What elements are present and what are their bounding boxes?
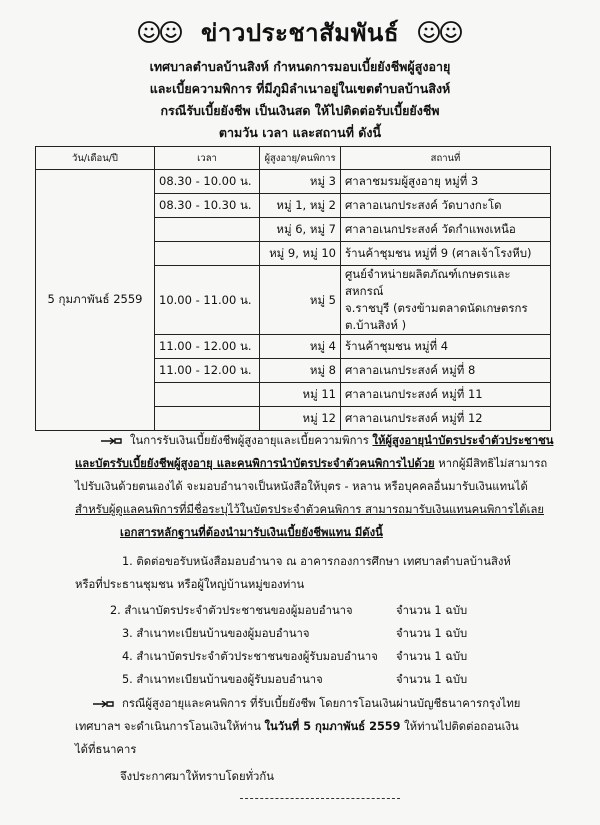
closing-dashed-rule (240, 798, 400, 799)
time-cell (155, 242, 260, 266)
table-row (36, 170, 551, 194)
para1-text-b: ให้ผู้สูงอายุนำบัตรประจำตัวประชาชน (372, 434, 554, 447)
heading-line-2: และเบี้ยความพิการ ที่มีภูมิลำเนาอยู่ในเขตตำบลบ้านสิงห์ (149, 81, 451, 96)
village-cell: หมู่ 12 (260, 407, 341, 431)
place-cell: ศาลาอเนกประสงค์ วัดบางกะโด (341, 194, 551, 218)
doc-item-4-qty: จำนวน 1 ฉบับ (396, 650, 468, 663)
para1-text-a: ในการรับเงินเบี้ยยังชีพผู้สูงอายุและเบี้ยความพิการ (130, 434, 369, 447)
para1-text-c: และบัตรรับเบี้ยยังชีพผู้สูงอายุ และคนพิการนำบัตรประจำตัวคนพิการไปด้วย (75, 457, 435, 470)
para2-line-1 (92, 693, 592, 715)
doc-item-2-qty: จำนวน 1 ฉบับ (396, 604, 468, 617)
header-time: เวลา (155, 147, 260, 170)
village-cell: หมู่ 1, หมู่ 2 (260, 194, 341, 218)
village-cell: หมู่ 6, หมู่ 7 (260, 218, 341, 242)
para1-line-2 (75, 453, 575, 475)
village-cell: หมู่ 9, หมู่ 10 (260, 242, 341, 266)
time-cell: 08.30 - 10.30 น. (155, 194, 260, 218)
doc-item-3: 3. สำเนาทะเบียนบ้านของผู้มอบอำนาจ (122, 627, 310, 640)
place-cell: ร้านค้าชุมชน หมู่ที่ 9 (ศาลเจ้าโรงหีบ) (341, 242, 551, 266)
time-cell (155, 383, 260, 407)
para1-line-3: ไปรับเงินด้วยตนเองได้ จะมอบอำนาจเป็นหนังสือให้บุตร - หลาน หรือบุคคลอื่นมารับเงินแทนได้ (75, 480, 528, 493)
doc-item-1-cont: หรือที่ประธานชุมชน หรือผู้ใหญ่บ้านหมู่ของท่าน (75, 578, 305, 591)
para1-line-1 (100, 430, 600, 452)
village-cell: หมู่ 3 (260, 170, 341, 194)
para1-line-4: สำหรับผู้ดูแลคนพิการที่มีชื่อระบุไว้ในบัตรประจำตัวคนพิการ สามารถมารับเงินแทนคนพิการได้เลย (75, 503, 544, 516)
doc-item-4: 4. สำเนาบัตรประจำตัวประชาชนของผู้รับมอบอำนาจ (122, 650, 378, 663)
heading-line-3: กรณีรับเบี้ยยังชีพ เป็นเงินสด ให้ไปติดต่อรับเบี้ยยังชีพ (160, 103, 440, 118)
place-cell (341, 266, 551, 335)
para2-text-c: ในวันที่ 5 กุมภาพันธ์ 2559 (264, 720, 401, 733)
place-cell: ศาลาชมรมผู้สูงอายุ หมู่ที่ 3 (341, 170, 551, 194)
place-cell: ศาลาอเนกประสงค์ หมู่ที่ 11 (341, 383, 551, 407)
header-place: สถานที่ (341, 147, 551, 170)
closing-line: จึงประกาศมาให้ทราบโดยทั่วกัน (120, 770, 274, 783)
time-cell (155, 218, 260, 242)
place-cell: ร้านค้าชุมชน หมู่ที่ 4 (341, 335, 551, 359)
place-cell: ศาลาอเนกประสงค์ หมู่ที่ 8 (341, 359, 551, 383)
header-village: ผู้สูงอายุ/คนพิการ (260, 147, 341, 170)
page-title: ข่าวประชาสัมพันธ์ (201, 18, 399, 47)
time-cell: 11.00 - 12.00 น. (155, 359, 260, 383)
heading-line-1: เทศบาลตำบลบ้านสิงห์ กำหนดการมอบเบี้ยยังชีพผู้สูงอายุ (149, 59, 451, 74)
header-date: วัน/เดือน/ปี (36, 147, 155, 170)
place-cell: ศาลาอเนกประสงค์ วัดกำแพงเหนือ (341, 218, 551, 242)
place-line-2: จ.ราชบุรี (ตรงข้ามตลาดนัดเกษตรกร ต.บ้านสิงห์ ) (345, 301, 528, 332)
table-header-row (36, 147, 551, 170)
doc-item-3-qty: จำนวน 1 ฉบับ (396, 627, 468, 640)
title-row (0, 12, 600, 52)
date-cell: 5 กุมภาพันธ์ 2559 (36, 170, 155, 431)
doc-item-5-qty: จำนวน 1 ฉบับ (396, 673, 468, 686)
time-cell (155, 407, 260, 431)
village-cell: หมู่ 8 (260, 359, 341, 383)
time-cell: 10.00 - 11.00 น. (155, 266, 260, 335)
para2-text-b: เทศบาลฯ จะดำเนินการโอนเงินให้ท่าน (75, 720, 261, 733)
smiley-pair-left-icon (137, 18, 183, 46)
village-cell: หมู่ 5 (260, 266, 341, 335)
heading-line-4: ตามวัน เวลา และสถานที่ ดังนี้ (218, 125, 382, 140)
doc-item-5: 5. สำเนาทะเบียนบ้านของผู้รับมอบอำนาจ (122, 673, 323, 686)
doc-item-1: 1. ติดต่อขอรับหนังสือมอบอำนาจ ณ อาคารกองการศึกษา เทศบาลตำบลบ้านสิงห์ (122, 555, 511, 568)
para2-text-a: กรณีผู้สูงอายุและคนพิการ ที่รับเบี้ยยังชีพ โดยการโอนเงินผ่านบัญชีธนาคารกรุงไทย (122, 697, 521, 710)
pointing-hand-icon (92, 699, 114, 709)
para2-text-d: ให้ท่านไปติดต่อถอนเงิน (404, 720, 519, 733)
pointing-hand-icon (100, 436, 122, 446)
para1-text-d: หากผู้มีสิทธิไม่สามารถ (438, 457, 548, 470)
village-cell: หมู่ 4 (260, 335, 341, 359)
para2-line-3: ได้ที่ธนาคาร (75, 743, 137, 756)
village-cell: หมู่ 11 (260, 383, 341, 407)
para2-line-2 (75, 716, 575, 738)
docs-title: เอกสารหลักฐานที่ต้องนำมารับเงินเบี้ยยังชีพแทน มีดังนี้ (120, 526, 383, 539)
time-cell: 08.30 - 10.00 น. (155, 170, 260, 194)
time-cell: 11.00 - 12.00 น. (155, 335, 260, 359)
place-cell: ศาลาอเนกประสงค์ หมู่ที่ 12 (341, 407, 551, 431)
schedule-table (35, 146, 551, 431)
place-line-1: ศูนย์จำหน่ายผลิตภัณฑ์เกษตรและสหกรณ์ (345, 267, 511, 298)
doc-item-2: 2. สำเนาบัตรประจำตัวประชาชนของผู้มอบอำนาจ (110, 604, 353, 617)
smiley-pair-right-icon (417, 18, 463, 46)
